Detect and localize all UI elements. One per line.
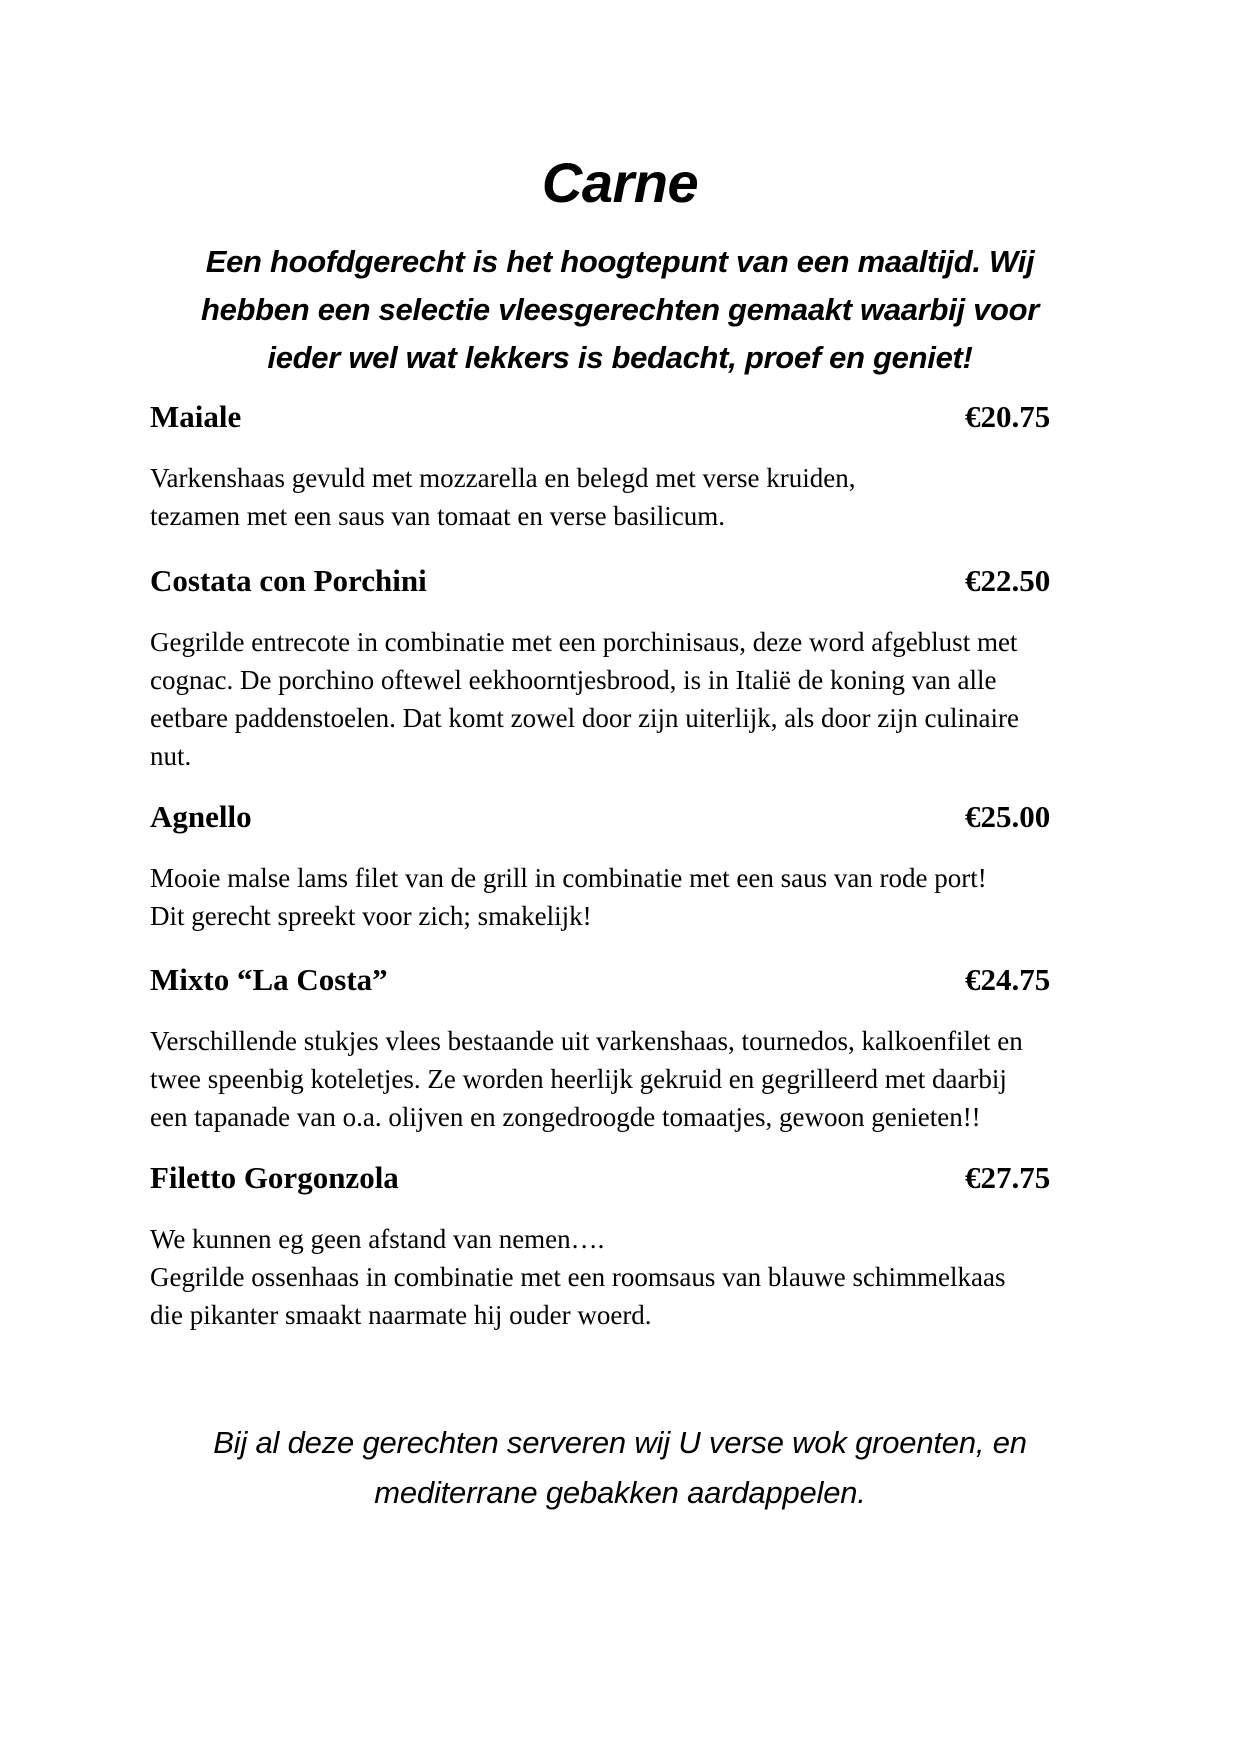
description-line: cognac. De porchino oftewel eekhoorntjesbrood, is in Italië de koning van alle [150, 665, 997, 695]
dish-price: €27.75 [965, 1160, 1051, 1195]
dish-header [150, 397, 1105, 437]
description-line: Verschillende stukjes vlees bestaande uit varkenshaas, tournedos, kalkoenfilet en [150, 1026, 1023, 1056]
dish-item-filetto-gorgonzola [150, 1158, 1105, 1330]
description-line: Gegrilde entrecote in combinatie met een porchinisaus, deze word afgeblust met [150, 627, 1018, 657]
dish-header [150, 797, 1105, 837]
description-line: Mooie malse lams filet van de grill in combinatie met een saus van rode port! [150, 863, 987, 893]
dish-price: €25.00 [965, 799, 1051, 834]
dish-name: Filetto Gorgonzola [150, 1160, 399, 1195]
intro-line: Een hoofdgerecht is het hoogtepunt van een maaltijd. Wij [205, 244, 1035, 279]
note-line: mediterrane gebakken aardappelen. [374, 1475, 866, 1510]
intro-text [130, 238, 1110, 382]
dish-item-mixto-la-costa [150, 960, 1105, 1132]
dish-description [150, 1022, 1105, 1136]
description-line: eetbare paddenstoelen. Dat komt zowel door zijn uiterlijk, als door zijn culinaire [150, 703, 1019, 733]
dish-description [150, 1220, 1105, 1334]
description-line: Gegrilde ossenhaas in combinatie met een roomsaus van blauwe schimmelkaas [150, 1262, 1006, 1292]
intro-line: hebben een selectie vleesgerechten gemaakt waarbij voor [200, 292, 1040, 327]
page-title: Carne [541, 151, 699, 214]
description-line: Dit gerecht spreekt voor zich; smakelijk! [150, 901, 592, 931]
dish-name: Mixto “La Costa” [150, 962, 388, 997]
dish-header [150, 561, 1105, 601]
description-line: nut. [150, 741, 192, 771]
dish-item-agnello [150, 797, 1105, 931]
dish-price: €24.75 [965, 962, 1051, 997]
description-line: die pikanter smaakt naarmate hij ouder woerd. [150, 1300, 652, 1330]
dish-description [150, 623, 1105, 775]
dish-name: Costata con Porchini [150, 563, 427, 598]
description-line: een tapanade van o.a. olijven en zongedroogde tomaatjes, gewoon genieten!! [150, 1102, 981, 1132]
dish-price: €20.75 [965, 399, 1051, 434]
side-dishes-note [130, 1418, 1110, 1518]
dish-name: Agnello [150, 799, 252, 834]
dish-item-costata-con-porchini [150, 561, 1105, 771]
description-line: Varkenshaas gevuld met mozzarella en belegd met verse kruiden, [150, 463, 856, 493]
dish-description [150, 859, 1105, 935]
dish-header [150, 1158, 1105, 1198]
dish-price: €22.50 [965, 563, 1051, 598]
dish-header [150, 960, 1105, 1000]
description-line: We kunnen eg geen afstand van nemen…. [150, 1224, 605, 1254]
dish-description [150, 459, 1105, 535]
description-line: twee speenbig koteletjes. Ze worden heerlijk gekruid en gegrilleerd met daarbij [150, 1064, 1007, 1094]
description-line: tezamen met een saus van tomaat en verse basilicum. [150, 501, 726, 531]
note-line: Bij al deze gerechten serveren wij U verse wok groenten, en [213, 1425, 1027, 1460]
dish-name: Maiale [150, 399, 242, 434]
dish-item-maiale [150, 397, 1105, 531]
intro-line: ieder wel wat lekkers is bedacht, proef en geniet! [267, 340, 973, 375]
